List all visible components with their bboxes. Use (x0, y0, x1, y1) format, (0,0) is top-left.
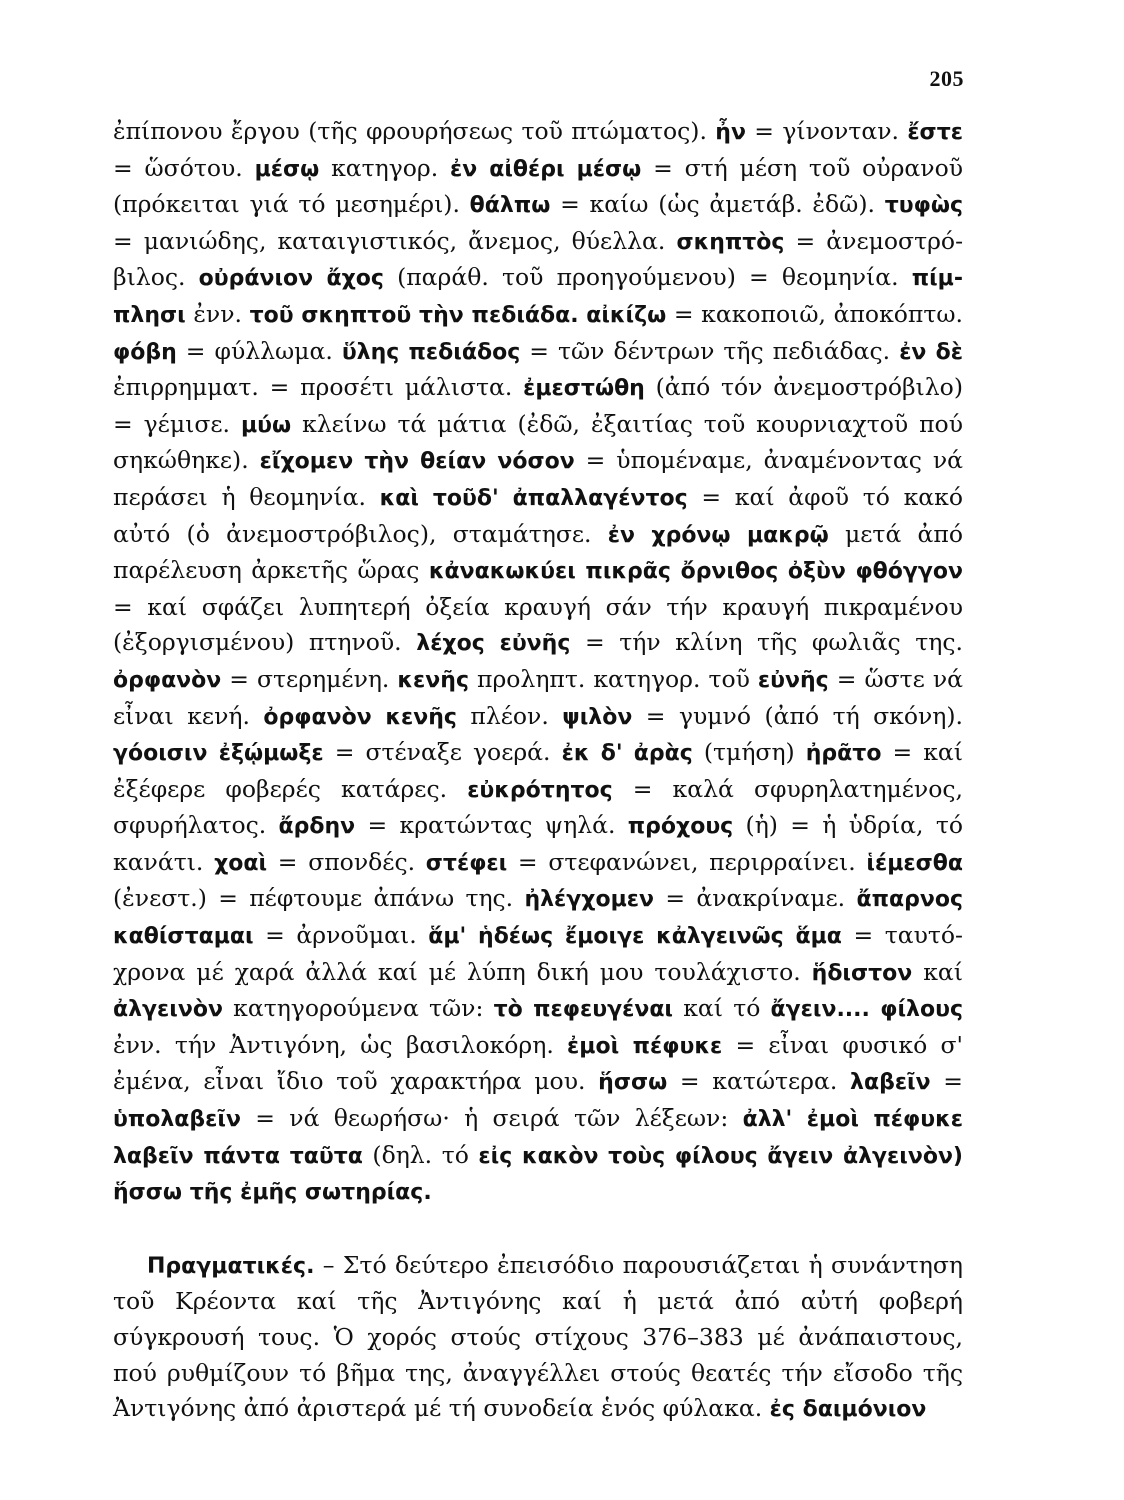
gloss-text: = καί σφάζει λυπητερή ὀξεία κραυγή σάν τήν κραυγή πικραμένου (ἐξοργισμένου) πτηνοῦ. (113, 592, 963, 657)
gloss-text: = γίνονταν. (745, 117, 908, 145)
gloss-text: = στερημένη. (221, 664, 398, 693)
gloss-text: = κατώτερα. (667, 1067, 851, 1096)
lemma-term: μύω (240, 412, 292, 438)
lemma-term: τὸ πεφευγέναι (493, 997, 674, 1023)
gloss-text: = τῶν δέντρων τῆς πεδιάδας. (520, 336, 900, 365)
lemma-term: κενῆς (397, 667, 469, 693)
gloss-text: = (930, 1067, 964, 1096)
lemma-term: μέσῳ (254, 156, 320, 182)
gloss-text: (ἐνεστ.) = πέφτουμε ἀπάνω της. (113, 884, 525, 913)
lemma-term: ἥδιστον (811, 960, 913, 986)
gloss-text: καί τό (673, 994, 771, 1023)
lemma-term: φόβη (113, 339, 177, 365)
gloss-text: καί (912, 957, 963, 986)
lemma-term: ἐν δὲ (899, 339, 963, 365)
commentary-trailing-term: ἐς δαιμόνιον (769, 1397, 927, 1423)
gloss-text: ἐνν. (185, 299, 250, 328)
lemma-term: ὀρφανὸν (113, 667, 222, 693)
gloss-text: προληπτ. κατηγορ. τοῦ (469, 664, 758, 693)
lemma-term: πίμπλησι (113, 266, 963, 328)
gloss-text: = μανιώδης, καταιγιστικός, ἄνεμος, θύελλα. (113, 226, 677, 255)
gloss-text: ἐνν. τήν Ἀντιγόνη, ὡς βασιλοκόρη. (113, 1030, 568, 1059)
lemma-term: στέφει (425, 850, 508, 876)
lemma-term: εἰς κακὸν τοὺς φίλους ἄγειν ἀλγεινὸν) ἥσσω τῆς ἐμῆς σωτηρίας. (113, 1143, 963, 1206)
gloss-text: = καίω (ὡς ἀμετάβ. ἐδῶ). (550, 190, 885, 219)
lemma-term: αἰκίζω (586, 302, 667, 328)
gloss-text: κατηγορούμενα τῶν: (222, 994, 494, 1023)
gloss-text: = κακοποιῶ, ἀποκόπτω. (666, 299, 963, 328)
lemma-term: ἱέμεσθα (866, 850, 963, 876)
gloss-text: = κρατώντας ψηλά. (355, 811, 628, 840)
lemma-term: λαβεῖν (850, 1070, 931, 1096)
gloss-text: = γυμνό (ἀπό τή σκόνη). (632, 701, 963, 730)
gloss-text: = ἀρνοῦμαι. (253, 921, 429, 950)
lemma-term: γόοισιν ἐξῴμωξε (113, 741, 324, 767)
lemma-term: ὑπολαβεῖν (113, 1107, 241, 1133)
gloss-text: = στή μέση τοῦ οὐρανοῦ (πρόκειται γιά τό μεσημέρι). (113, 153, 964, 219)
gloss-text: = ὥστε νά εἶναι κενή. (113, 664, 963, 730)
gloss-text: = ἀνεμοστρόβιλος. (113, 226, 964, 292)
lemma-term: ἐν αἰθέρι μέσῳ (450, 156, 642, 182)
gloss-text: = φύλλωμα. (176, 336, 342, 365)
gloss-text: = ὥσότου. (113, 153, 255, 182)
glossary-paragraph (113, 114, 963, 1211)
gloss-text: μετά ἀπό παρέλευση ἀρκετῆς ὥρας (113, 519, 963, 585)
lemma-term: πρόχους (627, 814, 734, 840)
gloss-text: (ἡ) = ἡ ὑδρία, τό κανάτι. (113, 811, 963, 876)
gloss-text: = ἀνακρίναμε. (654, 884, 857, 913)
lemma-term: λέχος εὐνῆς (416, 631, 571, 657)
lemma-term: τυφὼς (884, 193, 964, 219)
lemma-term: ἔστε (907, 120, 963, 145)
gloss-text: = στεφανώνει, περιρραίνει. (507, 847, 867, 876)
lemma-term: ἀλγεινὸν (113, 997, 223, 1023)
page-number: 205 (929, 66, 964, 91)
lemma-term: εὐκρότητος (467, 777, 613, 803)
gloss-text: κατηγορ. (319, 153, 451, 182)
gloss-text: = ταυτόχρονα μέ χαρά ἀλλά καί μέ λύπη δική μου τουλάχιστο. (113, 921, 963, 986)
gloss-text: (τμήση) (692, 738, 806, 767)
lemma-term: ψιλὸν (562, 704, 633, 730)
gloss-text: ἐπίπονου ἔργου (τῆς φρουρήσεως τοῦ πτώματος). (113, 117, 716, 145)
gloss-text: = εἶναι φυσικό σ' ἐμένα, εἶναι ἴδιο τοῦ χαρακτήρα μου. (113, 1030, 963, 1096)
lemma-term: εὐνῆς (757, 667, 829, 693)
gloss-text: (παράθ. τοῦ προηγούμενου) = θεομηνία. (383, 263, 912, 292)
commentary-paragraph (113, 1248, 963, 1428)
lemma-term: ἀλλ' ἐμοὶ πέφυκε λαβεῖν πάντα ταῦτα (113, 1107, 963, 1169)
commentary-text: – Στό δεύτερο ἐπεισόδιο παρουσιάζεται ἡ συνάντηση τοῦ Κρέοντα καί τῆς Ἀντιγόνης καί ἡ μετά ἀπό αὐτή φοβερή σύγκρουσή τους. Ὁ χορός στούς στίχους 376–383 μέ ἀνάπαιστους, πού ρυθμίζουν τό βῆμα της, ἀναγγέλλει στούς θεατές τήν εἴσοδο τῆς Ἀντιγόνης ἀπό ἀριστερά μέ τή συνοδεία ἑνός φύλακα. (113, 1250, 963, 1423)
lemma-term: ἄγειν.... φίλους (770, 997, 963, 1023)
gloss-text: κλείνω τά μάτια (ἐδῶ, ἐξαιτίας τοῦ κουρνιαχτοῦ πού σηκώθηκε). (113, 409, 963, 475)
lemma-term: ἄρδην (278, 814, 356, 840)
lemma-term: ἐμοὶ πέφυκε (567, 1033, 723, 1059)
lemma-term: ἥσσω (598, 1070, 668, 1096)
lemma-term: ἄπαρνος καθίσταμαι (113, 887, 963, 950)
lemma-term: εἴχομεν τὴν θείαν νόσον (259, 449, 575, 475)
lemma-term: καὶ τοῦδ' ἀπαλλαγέντος (379, 485, 688, 511)
gloss-text: = στέναξε γοερά. (323, 738, 562, 767)
section-heading: Πραγματικές. (147, 1253, 315, 1279)
lemma-term: ὀρφανὸν κενῆς (263, 704, 457, 730)
lemma-term: ἠλέγχομεν (524, 887, 655, 913)
gloss-text: = σπονδές. (267, 847, 426, 876)
lemma-term: ἐκ δ' ἀρὰς (561, 741, 693, 767)
gloss-text: = τήν κλίνη τῆς φωλιᾶς της. (570, 628, 963, 657)
lemma-term: θάλπω (469, 193, 551, 219)
lemma-term: τοῦ σκηπτοῦ τὴν πεδιάδα. (249, 302, 579, 328)
lemma-term: ἐμεστώθη (523, 376, 645, 402)
lemma-term: ἦν (715, 120, 746, 145)
gloss-text: (ἀπό τόν ἀνεμοστρόβιλο) = γέμισε. (113, 373, 963, 438)
gloss-text: = καί ἀφοῦ τό κακό αὐτό (ὁ ἀνεμοστρόβιλος), σταμάτησε. (113, 482, 963, 548)
gloss-text: ἐπιρρημματ. = προσέτι μάλιστα. (113, 373, 524, 402)
lemma-term: σκηπτὸς (676, 229, 785, 255)
lemma-term: ἅμ' ἡδέως ἔμοιγε κἀλγεινῶς ἅμα (428, 924, 842, 950)
page-body (113, 114, 963, 1428)
gloss-text: = καλά σφυρηλατημένος, σφυρήλατος. (113, 774, 963, 840)
gloss-text: (δηλ. τό (362, 1140, 479, 1169)
gloss-text: = ὑπομέναμε, ἀναμένοντας νά περάσει ἡ θεομηνία. (113, 446, 963, 511)
lemma-term: κἀνακωκύει πικρᾶς ὄρνιθος ὀξὺν φθόγγον (428, 559, 963, 585)
lemma-term: ἐν χρόνῳ μακρῷ (607, 522, 829, 548)
lemma-term: ἠρᾶτο (805, 741, 882, 767)
gloss-text: = νά θεωρήσω· ἡ σειρά τῶν λέξεων: (240, 1104, 743, 1133)
lemma-term: οὐράνιον ἄχος (198, 266, 384, 292)
lemma-term: χοαὶ (214, 850, 268, 876)
gloss-text: πλέον. (456, 701, 563, 730)
gloss-text: = καί ἐξέφερε φοβερές κατάρες. (113, 738, 964, 803)
lemma-term: ὕλης πεδιάδος (341, 339, 521, 365)
